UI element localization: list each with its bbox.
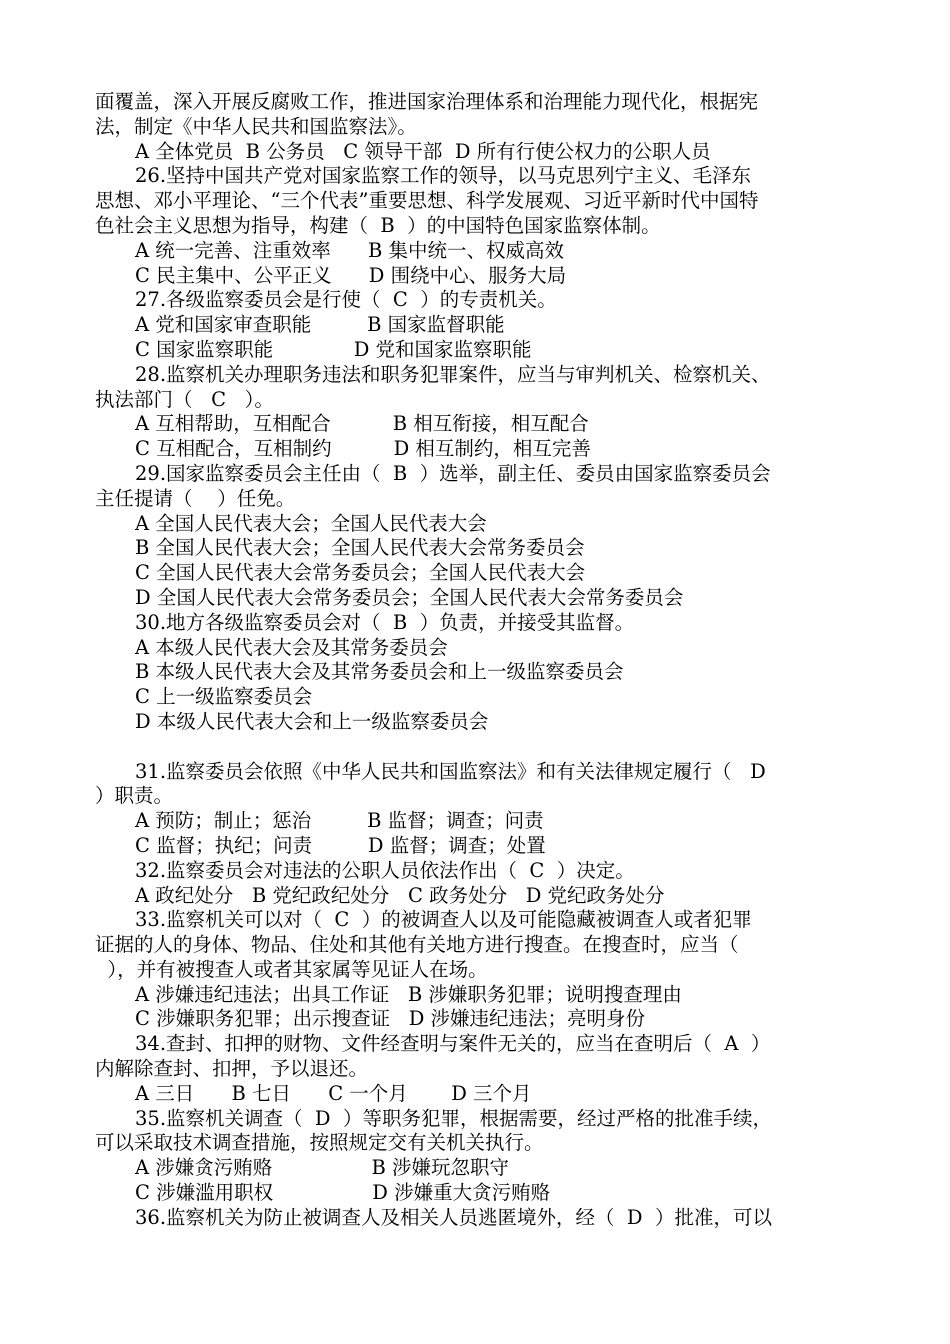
answer-options-line: A 涉嫌违纪违法；出具工作证 B 涉嫌职务犯罪；说明搜查理由 [135,982,682,1006]
blank-line [95,735,845,760]
text-line: 执法部门（ C ）。 [95,387,274,411]
question-line: 34.查封、扣押的财物、文件经查明与案件无关的，应当在查明后（ A ） [135,1032,771,1056]
text-line: ），并有被搜查人或者其家属等见证人在场。 [95,957,488,981]
question-line: 28.监察机关办理职务违法和职务犯罪案件，应当与审判机关、检察机关、 [135,362,771,386]
answer-options-line: B 全国人民代表大会；全国人民代表大会常务委员会 [135,536,585,560]
answer-options-line: A 全体党员 B 公务员 C 领导干部 D 所有行使公权力的公职人员 [135,139,711,163]
text-line: ）职责。 [95,784,174,808]
answer-options-line: A 涉嫌贪污贿赂 B 涉嫌玩忽职守 [135,1156,509,1180]
answer-options-line: A 预防；制止；惩治 B 监督；调查；问责 [135,809,544,833]
document-page [95,90,845,1231]
text-line: 主任提请（ ）任免。 [95,486,296,510]
answer-options-line: A 互相帮助，互相配合 B 相互衔接，相互配合 [135,412,589,436]
answer-options-line: C 上一级监察委员会 [135,685,313,709]
answer-options-line: A 党和国家审查职能 B 国家监督职能 [135,313,505,337]
question-line: 33.监察机关可以对（ C ）的被调查人以及可能隐藏被调查人或者犯罪 [135,908,752,932]
text-line: 可以采取技术调查措施，按照规定交有关机关执行。 [95,1131,544,1155]
answer-options-line: C 监督；执纪；问责 D 监督；调查；处置 [135,833,546,857]
text-line: 面覆盖，深入开展反腐败工作，推进国家治理体系和治理能力现代化，根据宪 [95,90,759,113]
question-line: 32.监察委员会对违法的公职人员依法作出（ C ）决定。 [135,858,635,882]
answer-options-line: A 三日 B 七日 C 一个月 D 三个月 [135,1081,532,1105]
question-line: 36.监察机关为防止被调查人及相关人员逃匿境外，经（ D ）批准，可以 [135,1205,772,1229]
answer-options-line: A 本级人民代表大会及其常务委员会 [135,635,448,659]
text-line: 色社会主义思想为指导，构建（ B ）的中国特色国家监察体制。 [95,213,661,237]
answer-options-line: C 全国人民代表大会常务委员会；全国人民代表大会 [135,561,586,585]
question-line: 27.各级监察委员会是行使（ C ）的专责机关。 [135,288,557,312]
answer-options-line: C 民主集中、公平正义 D 围绕中心、服务大局 [135,263,567,287]
answer-options-line: A 政纪处分 B 党纪政纪处分 C 政务处分 D 党纪政务处分 [135,883,665,907]
answer-options-line: D 全国人民代表大会常务委员会；全国人民代表大会常务委员会 [135,585,684,609]
text-line: 证据的人的身体、物品、住处和其他有关地方进行搜查。在搜查时，应当（ [95,933,739,957]
answer-options-line: C 涉嫌职务犯罪；出示搜查证 D 涉嫌违纪违法；亮明身份 [135,1007,646,1031]
answer-options-line: A 统一完善、注重效率 B 集中统一、权威高效 [135,238,565,262]
answer-options-line: B 本级人民代表大会及其常务委员会和上一级监察委员会 [135,660,624,684]
question-line: 35.监察机关调查（ D ）等职务犯罪，根据需要，经过严格的批准手续， [135,1106,772,1130]
question-line: 30.地方各级监察委员会对（ B ）负责，并接受其监督。 [135,610,635,634]
answer-options-line: C 互相配合，互相制约 D 相互制约，相互完善 [135,437,591,461]
question-line: 29.国家监察委员会主任由（ B ）选举，副主任、委员由国家监察委员会 [135,461,771,485]
question-line: 26.坚持中国共产党对国家监察工作的领导，以马克思列宁主义、毛泽东 [135,164,752,188]
answer-options-line: A 全国人民代表大会；全国人民代表大会 [135,511,487,535]
text-line: 法，制定《中华人民共和国监察法》。 [95,114,417,138]
answer-options-line: C 涉嫌滥用职权 D 涉嫌重大贪污贿赂 [135,1181,551,1205]
answer-options-line: D 本级人民代表大会和上一级监察委员会 [135,709,489,733]
text-line: 内解除查封、扣押，予以退还。 [95,1057,369,1081]
text-line: 思想、邓小平理论、“三个代表”重要思想、科学发展观、习近平新时代中国特 [95,189,759,213]
answer-options-line: C 国家监察职能 D 党和国家监察职能 [135,337,532,361]
question-line: 31.监察委员会依照《中华人民共和国监察法》和有关法律规定履行（ D [135,759,766,783]
